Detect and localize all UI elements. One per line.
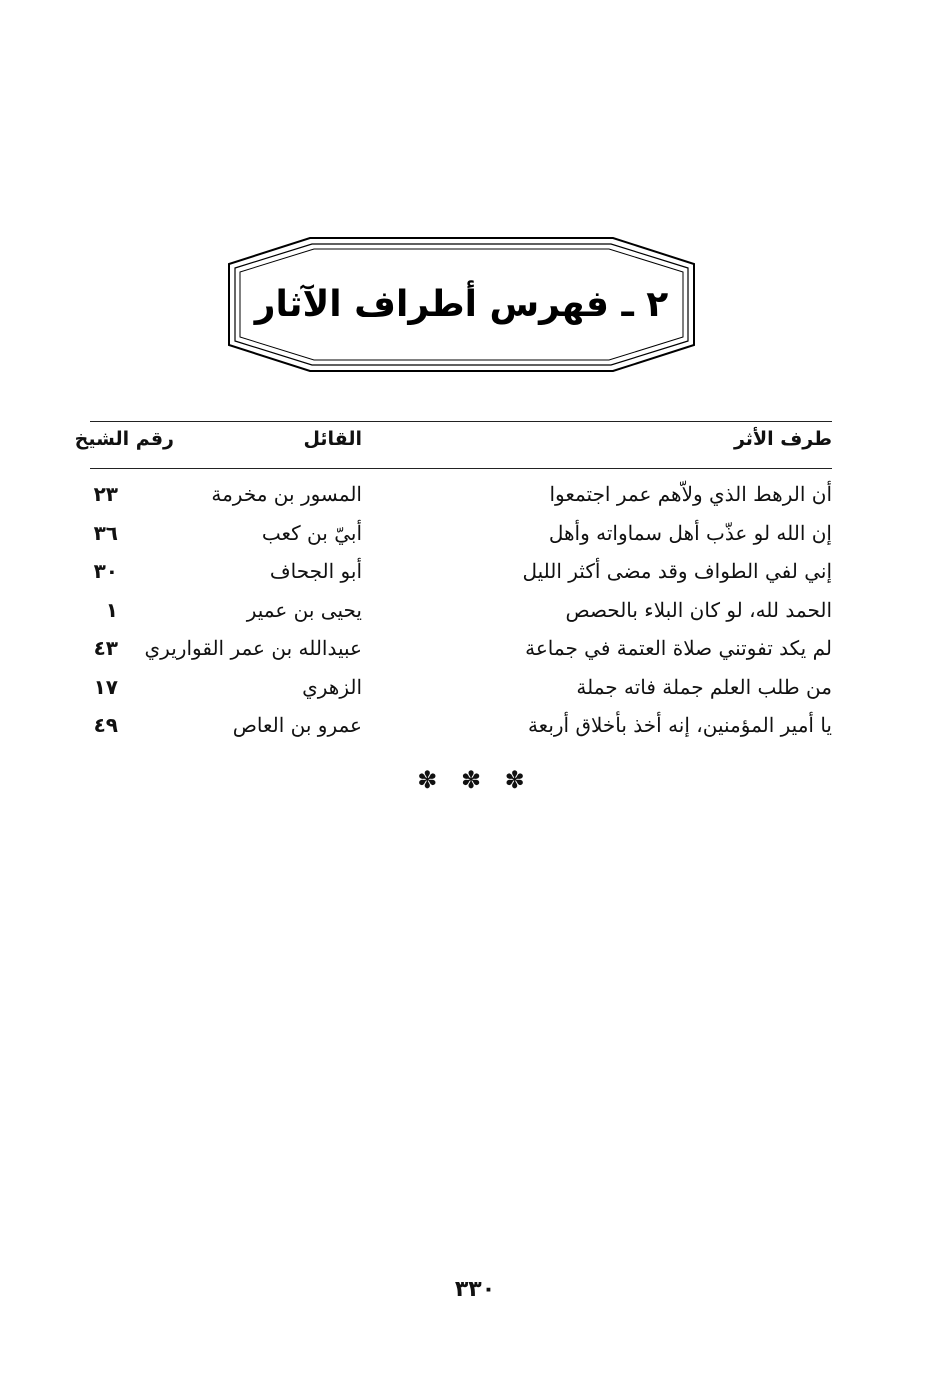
sheikh-number-cell: ٤٩ — [93, 713, 118, 737]
ornament-separator-icon: ✽ ✽ ✽ — [417, 766, 533, 794]
table-row — [0, 482, 950, 521]
column-header-speaker: القائل — [303, 428, 362, 450]
trigger-cell: إني لفي الطواف وقد مضى أكثر الليل — [522, 559, 832, 583]
speaker-cell: الزهري — [302, 674, 362, 699]
speaker-cell: المسور بن مخرمة — [211, 482, 362, 506]
sheikh-number-cell: ٣٦ — [93, 520, 118, 545]
speaker-cell: أبو الجحاف — [269, 559, 362, 583]
table-row — [0, 636, 950, 675]
trigger-cell: لم يكد تفوتني صلاة العتمة في جماعة — [525, 636, 832, 660]
sheikh-number-cell: ١٧ — [93, 674, 118, 699]
title-frame — [228, 237, 695, 372]
page-number: ٣٣٠ — [454, 1277, 496, 1302]
trigger-cell: الحمد لله، لو كان البلاء بالحصص — [565, 597, 832, 622]
table-body — [0, 482, 950, 752]
table-row — [0, 598, 950, 637]
sheikh-number-cell: ٣٠ — [93, 559, 118, 583]
sheikh-number-cell: ١ — [105, 597, 118, 622]
trigger-cell: من طلب العلم جملة فاته جملة — [576, 674, 832, 699]
sheikh-number-cell: ٤٣ — [93, 636, 118, 660]
table-row — [0, 675, 950, 714]
trigger-cell: أن الرهط الذي ولاّهم عمر اجتمعوا — [549, 482, 832, 506]
speaker-cell: عمرو بن العاص — [232, 713, 362, 737]
table-row — [0, 713, 950, 752]
page-title: ٢ ـ فهرس أطراف الآثار — [254, 284, 669, 325]
column-header-sheikh-number: رقم الشيخ — [74, 428, 174, 450]
speaker-cell: أبيّ بن كعب — [261, 520, 362, 545]
speaker-cell: عبيدالله بن عمر القواريري — [144, 636, 362, 660]
speaker-cell: يحيى بن عمير — [246, 597, 362, 622]
table-header-rule — [90, 468, 832, 469]
trigger-cell: يا أمير المؤمنين، إنه أخذ بأخلاق أربعة — [527, 713, 832, 737]
table-row — [0, 559, 950, 598]
table-row — [0, 521, 950, 560]
sheikh-number-cell: ٢٣ — [93, 482, 118, 506]
trigger-cell: إن الله لو عذّب أهل سماواته وأهل — [548, 520, 832, 545]
table-top-rule — [90, 421, 832, 422]
column-header-trigger: طرف الأثر — [733, 428, 832, 450]
